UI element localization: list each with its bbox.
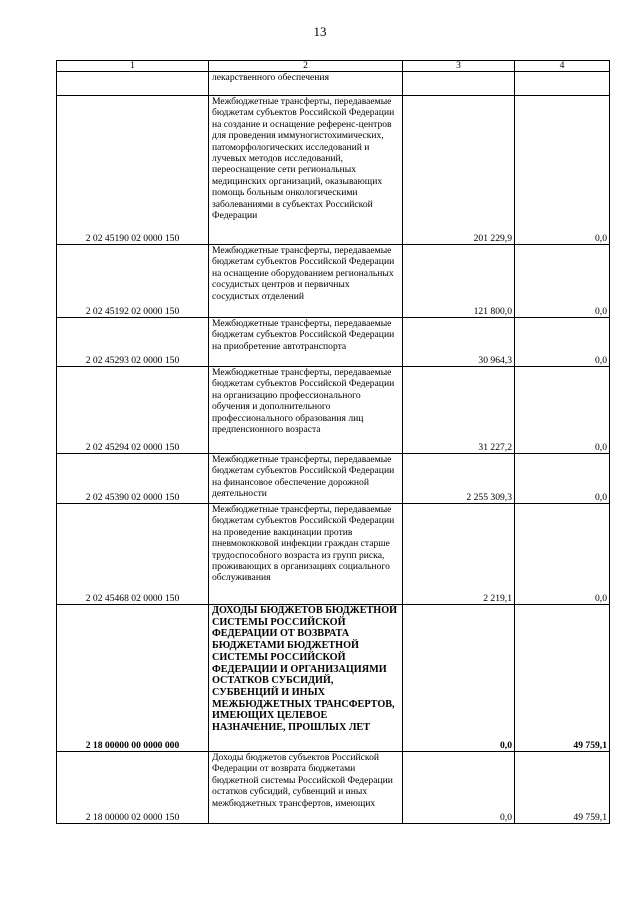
- row-value-col4: 49 759,1: [515, 752, 610, 824]
- table-row: [57, 245, 610, 318]
- row-value-col3: 31 227,2: [403, 367, 515, 454]
- table-row: [57, 454, 610, 504]
- row-value-col4: 0,0: [515, 367, 610, 454]
- row-code: 2 02 45468 02 0000 150: [57, 504, 209, 605]
- column-header-2: 2: [209, 61, 403, 72]
- row-value-col3: 0,0: [403, 605, 515, 752]
- row-code: 2 02 45294 02 0000 150: [57, 367, 209, 454]
- row-value-col3: 30 964,3: [403, 318, 515, 367]
- row-value-col4: [515, 72, 610, 96]
- row-value-col3: 201 229,9: [403, 96, 515, 245]
- row-value-col4: 0,0: [515, 96, 610, 245]
- row-code: 2 02 45192 02 0000 150: [57, 245, 209, 318]
- table-row-section: [57, 605, 610, 752]
- row-value-col4: 0,0: [515, 245, 610, 318]
- row-code: 2 02 45390 02 0000 150: [57, 454, 209, 504]
- table-row: [57, 72, 610, 96]
- row-value-col4: 0,0: [515, 318, 610, 367]
- table-row: [57, 318, 610, 367]
- table-row: [57, 504, 610, 605]
- row-description: Межбюджетные трансферты, передаваемые бюджетам субъектов Российской Федерации на создание и оснащение референс-центров для проведения иммуногистохимических, патоморфологических исследований и лучевых методов исследований, переоснащение сети региональных медицинских организаций, оказывающих помощь больным онкологическими заболеваниями в субъектах Российской Федерации: [209, 96, 403, 245]
- row-code: 2 02 45190 02 0000 150: [57, 96, 209, 245]
- row-code: 2 02 45293 02 0000 150: [57, 318, 209, 367]
- row-description: лекарственного обеспечения: [209, 72, 403, 96]
- row-description: Межбюджетные трансферты, передаваемые бюджетам субъектов Российской Федерации на организацию профессионального обучения и дополнительного профессионального образования лиц предпенсионного возраста: [209, 367, 403, 454]
- table-header-row: [57, 61, 610, 72]
- table-row: [57, 752, 610, 824]
- column-header-3: 3: [403, 61, 515, 72]
- row-description: Межбюджетные трансферты, передаваемые бюджетам субъектов Российской Федерации на оснащение оборудованием региональных сосудистых центров и первичных сосудистых отделений: [209, 245, 403, 318]
- row-value-col4: 49 759,1: [515, 605, 610, 752]
- table-row: [57, 367, 610, 454]
- column-header-4: 4: [515, 61, 610, 72]
- row-code: [57, 72, 209, 96]
- row-description: ДОХОДЫ БЮДЖЕТОВ БЮДЖЕТНОЙ СИСТЕМЫ РОССИЙСКОЙ ФЕДЕРАЦИИ ОТ ВОЗВРАТА БЮДЖЕТАМИ БЮДЖЕТНОЙ СИСТЕМЫ РОССИЙСКОЙ ФЕДЕРАЦИИ И ОРГАНИЗАЦИЯМИ ОСТАТКОВ СУБСИДИЙ, СУБВЕНЦИЙ И ИНЫХ МЕЖБЮДЖЕТНЫХ ТРАНСФЕРТОВ, ИМЕЮЩИХ ЦЕЛЕВОЕ НАЗНАЧЕНИЕ, ПРОШЛЫХ ЛЕТ: [209, 605, 403, 752]
- row-description: Межбюджетные трансферты, передаваемые бюджетам субъектов Российской Федерации на финансовое обеспечение дорожной деятельности: [209, 454, 403, 504]
- row-value-col3: 2 219,1: [403, 504, 515, 605]
- row-value-col3: 0,0: [403, 752, 515, 824]
- row-value-col3: [403, 72, 515, 96]
- budget-table: [56, 60, 610, 824]
- row-description: Межбюджетные трансферты, передаваемые бюджетам субъектов Российской Федерации на проведение вакцинации против пневмококковой инфекции граждан старше трудоспособного возраста из групп риска, проживающих в организациях социального обслуживания: [209, 504, 403, 605]
- row-description: Межбюджетные трансферты, передаваемые бюджетам субъектов Российской Федерации на приобретение автотранспорта: [209, 318, 403, 367]
- row-value-col3: 121 800,0: [403, 245, 515, 318]
- row-description: Доходы бюджетов субъектов Российской Федерации от возврата бюджетами бюджетной системы Российской Федерации остатков субсидий, субвенций и иных межбюджетных трансфертов, имеющих: [209, 752, 403, 824]
- page-number: 13: [313, 24, 327, 39]
- table-row: [57, 96, 610, 245]
- column-header-1: 1: [57, 61, 209, 72]
- row-value-col3: 2 255 309,3: [403, 454, 515, 504]
- row-code: 2 18 00000 02 0000 150: [57, 752, 209, 824]
- row-value-col4: 0,0: [515, 504, 610, 605]
- row-value-col4: 0,0: [515, 454, 610, 504]
- row-code: 2 18 00000 00 0000 000: [57, 605, 209, 752]
